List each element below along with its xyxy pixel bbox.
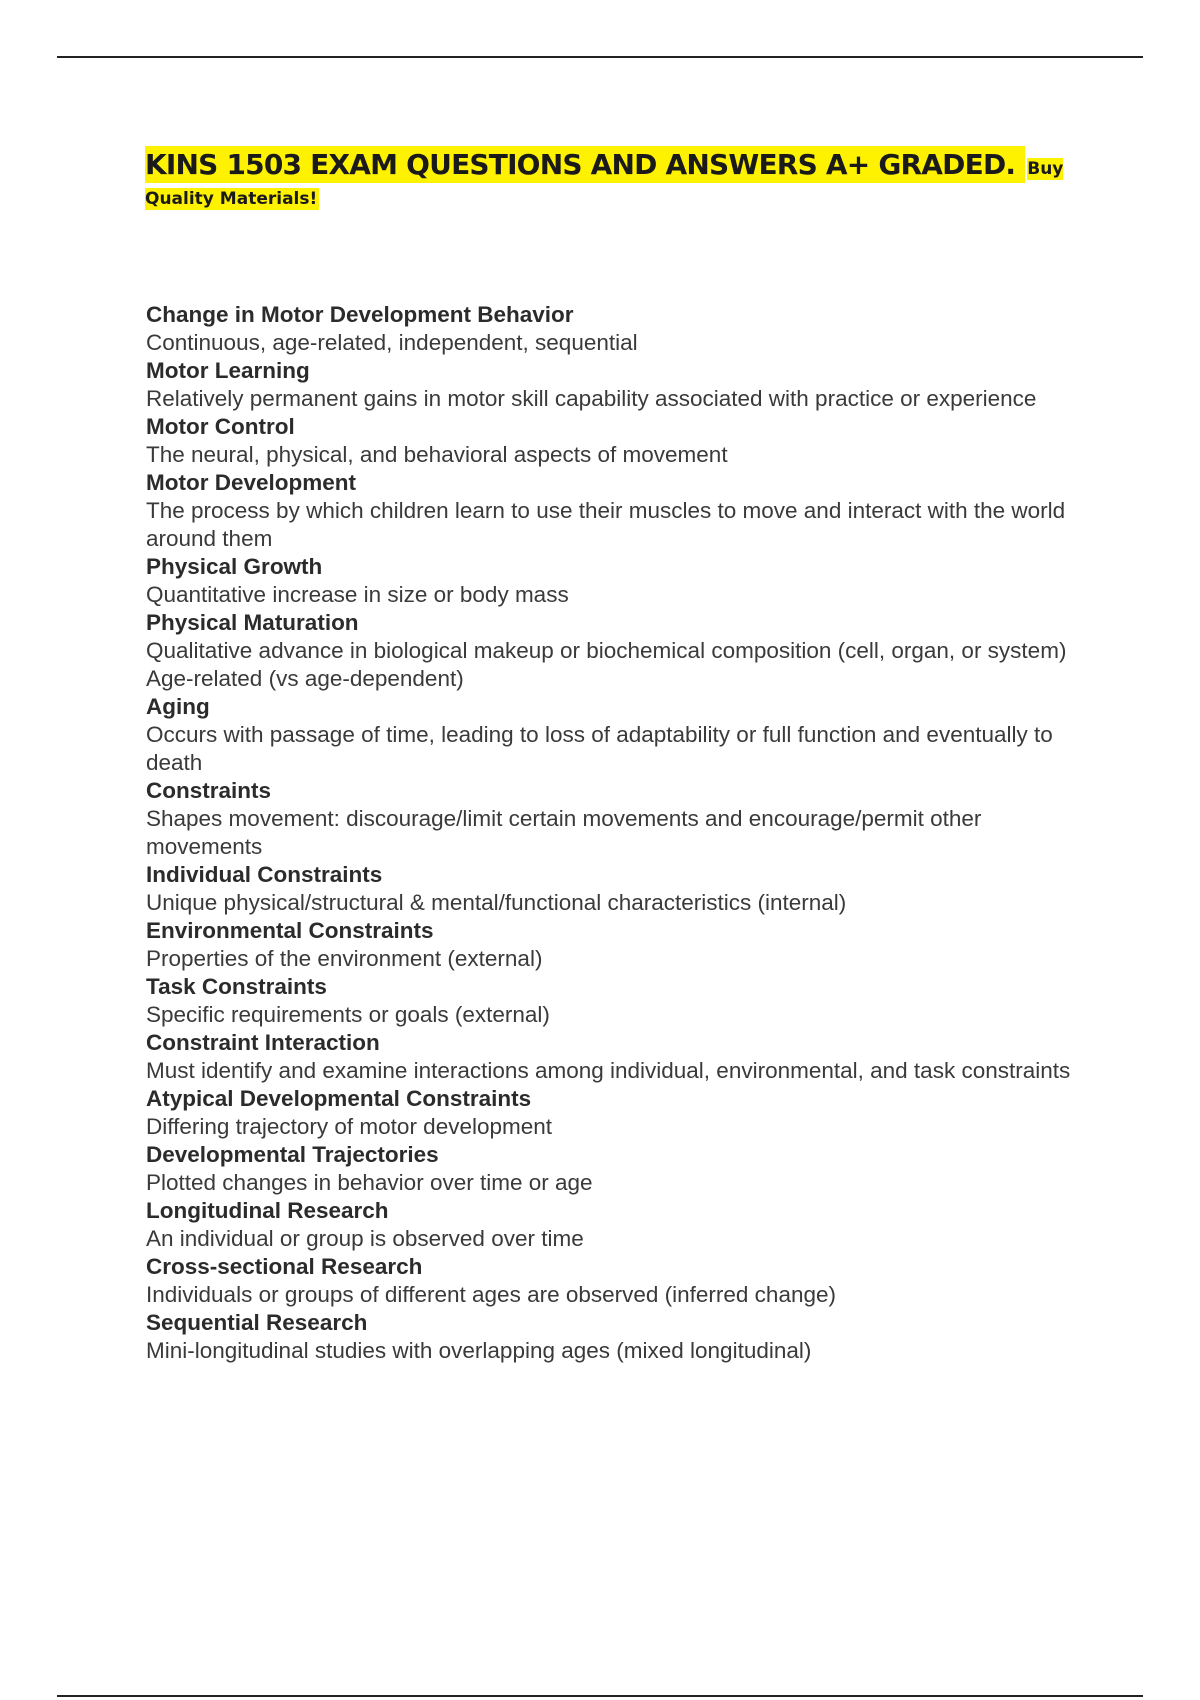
entry-term: Motor Control	[146, 414, 295, 439]
entry-definition: An individual or group is observed over time	[146, 1226, 584, 1251]
entry-definition: Shapes movement: discourage/limit certain movements and encourage/permit other movements	[146, 806, 982, 859]
entry-term: Motor Learning	[146, 358, 310, 383]
title-subtitle: Quality Materials!	[145, 188, 318, 209]
glossary-list	[146, 301, 1086, 1365]
entry-term: Sequential Research	[146, 1310, 368, 1335]
entry-definition: Specific requirements or goals (external)	[146, 1002, 550, 1027]
entry-term: Change in Motor Development Behavior	[146, 302, 574, 327]
entry-definition: Relatively permanent gains in motor skill capability associated with practice or experience	[146, 386, 1037, 411]
title-tail: Buy	[1027, 159, 1064, 179]
entry-definition: Qualitative advance in biological makeup or biochemical composition (cell, organ, or system)	[146, 638, 1067, 663]
entry-term: Developmental Trajectories	[146, 1142, 439, 1167]
entry-term: Aging	[146, 694, 210, 719]
entry-term: Task Constraints	[146, 974, 327, 999]
entry-definition: Quantitative increase in size or body mass	[146, 582, 569, 607]
entry-term: Motor Development	[146, 470, 357, 495]
entry-definition: Occurs with passage of time, leading to loss of adaptability or full function and eventually to death	[146, 722, 1053, 775]
entry-term: Individual Constraints	[146, 862, 383, 887]
entry-definition: Properties of the environment (external)	[146, 946, 543, 971]
entry-term: Longitudinal Research	[146, 1198, 389, 1223]
entry-definition: The neural, physical, and behavioral aspects of movement	[146, 442, 728, 467]
entry-definition: Individuals or groups of different ages are observed (inferred change)	[146, 1282, 836, 1307]
entry-term: Cross-sectional Research	[146, 1254, 423, 1279]
entry-term: Environmental Constraints	[146, 918, 434, 943]
entry-definition: The process by which children learn to use their muscles to move and interact with the world around them	[146, 498, 1066, 551]
entry-term: Physical Maturation	[146, 610, 359, 635]
entry-definition-extra: Age-related (vs age-dependent)	[146, 666, 464, 691]
entry-term: Physical Growth	[146, 554, 323, 579]
entry-definition: Differing trajectory of motor development	[146, 1114, 553, 1139]
document-title	[145, 148, 1075, 210]
entry-definition: Mini-longitudinal studies with overlapping ages (mixed longitudinal)	[146, 1338, 812, 1363]
top-divider	[57, 56, 1143, 58]
entry-term: Constraints	[146, 778, 272, 803]
entry-definition: Must identify and examine interactions among individual, environmental, and task constraints	[146, 1058, 1071, 1083]
title-main: KINS 1503 EXAM QUESTIONS AND ANSWERS A+ GRADED.	[145, 148, 1016, 181]
entry-definition: Plotted changes in behavior over time or age	[146, 1170, 593, 1195]
entry-definition: Continuous, age-related, independent, sequential	[146, 330, 638, 355]
entry-definition: Unique physical/structural & mental/functional characteristics (internal)	[146, 890, 847, 915]
entry-term: Constraint Interaction	[146, 1030, 380, 1055]
bottom-divider	[57, 1695, 1143, 1697]
entry-term: Atypical Developmental Constraints	[146, 1086, 532, 1111]
